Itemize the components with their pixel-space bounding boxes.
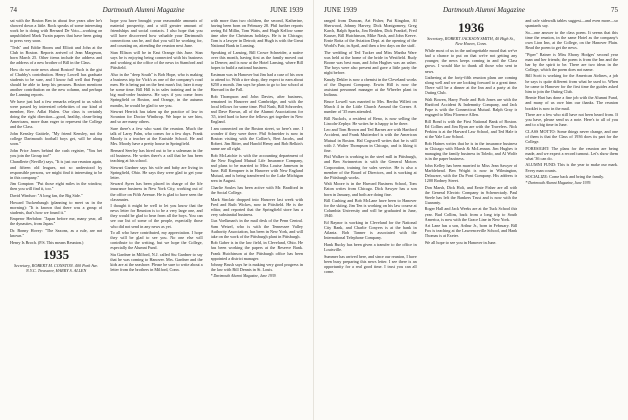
paragraph: Emperor Herbdon: "Japan before me, many year, all the dynasties, from Japan.": [10, 216, 103, 227]
paragraph: Jim Compton: "Put those eight miles in the window, then you will find it, too.": [10, 181, 103, 192]
paragraph: Bob Gaber is in the law field, in Cleveland, Ohio. He has been working the papers at the Reserve Bank. Frank Hutchinson at the Pittsburgh office has been appointed a district manager.: [210, 240, 303, 261]
paragraph: Charlie Soules has been active with Mr. Bradford in the Social College.: [210, 184, 303, 195]
paragraph: Don Marsh, Dick Holt, and Ernie Fisher are all with the General Electric Company in Schenectady. Paul Steele has left the Bankers Trust and is now with the Guaranty.: [424, 184, 518, 205]
issue-date: JUNE 1939: [324, 6, 357, 14]
paragraph: I am connected on the Boston street, so here's one. I wonder if they were there. Phil Schneider is now in Boston visiting with the Collier's, Bert Jacobs, and Robert. Jim Bitter, and Harold Henry and Bob Belkin's name are all right.: [210, 125, 303, 152]
issue-date: JUNE 1939: [270, 6, 303, 14]
paragraph: FORESIGHT: The plans for the reunion are being made, and we expect a record turnout. Let's show them what '36 can do.: [525, 145, 619, 161]
paragraph: hope you have brought your reasonable amounts of material prosperity, and a still greater amount of friendships and social contacts. I also hope that you will have discovered how valuable your Dartmouth connections can be, and that you will be working for, and counting on, attending the reunion next June.: [110, 18, 203, 49]
page-number: 74: [10, 6, 17, 14]
paragraph: Gus Voelkman's in the mail desk of the Penn Central. Sam Wetzel, who is with the Tennessee Valley Authority Association, has been in New York, and will take on the work of the Pittsburgh plant in Pittsburgh.: [210, 218, 303, 239]
class-heading: 1935: [43, 246, 70, 262]
paragraph: I thought it might be well to let you know that the news letter for Reunion is to be a very large one, and they would be glad to hear from all the boys. You can see our list of some of the people, especially those who did not send in any news as yet.: [110, 203, 203, 229]
right-columns: [324, 18, 618, 408]
paragraph: Henry Is Broch. (P.S. This means Reunion.): [10, 239, 84, 245]
right-page-header: [324, 6, 618, 15]
left-column-3: [211, 18, 303, 408]
right-column-1: [324, 18, 417, 408]
paragraph: SOCIALIZE: Come back and bring the family.: [525, 174, 605, 180]
left-column-2: [110, 18, 202, 408]
paragraph: Also in the "deep South" is Bob Hope, who is making a business trip for Vick's as one of the company's road men. He is being put on the best man's list; later it may be some time. Bill Hill is in sales training and in the big mail-order business. He says if you come from Springfield or Boston, and Orange, in the autumn months, he would be glad to see you.: [110, 71, 203, 108]
paragraph: Bill Scott is working for the American Airlines, a job he says is quite different from what he used to. When he came to Hanover for the first time the guides asked him to join the Outing Club.: [525, 73, 619, 94]
paragraph: Gathering at the forty-fifth reunion plans are coming along well and we are looking forward to a great time. There will be a dinner at the Inn and a party at the Outing Club.: [424, 75, 518, 96]
paragraph: Bruce Lowell was married to Mrs. Bertha Willett on March 4 in the Little Church Around the Corner. A number of '35 men attended.: [324, 98, 417, 115]
paragraph: Eastman was in Hanover but Jim had a case of his own to attend to. With a tire shop, they expect to earn about $250 a month. Jim says he plans to go to law school at Harvard in the Fall.: [210, 71, 303, 93]
paragraph: Leo and Tom Brown and Ted Barnes are with Hartford Accident, and Frank Mutterdorf is with the American Mutual in Boston. Hal Cogswell writes that he is still with J. Walter Thompson in Chicago, and is liking it fine.: [324, 127, 417, 153]
paragraph: CLASS MOTTO: Some things never change, and one of them is that the Class of 1936 does its part for the College.: [525, 128, 619, 145]
paragraph: Chandlerie (Neville) says, "It is just our reunion again, and fifteen old leagues, not so understood by responsible persons, we might find it interesting to be in this company.": [10, 159, 103, 180]
paragraph: Bill Cushing and Bob McLane have been to Hanover for the skiing. Jim Ten is working on his law course at Columbia University and will be graduated in June, 1940.: [324, 198, 417, 219]
paragraph: "Teds" and Eddie Boons and Elliott and John at the Club in Boston. Reports arrived of Jean Margeson, born March 25. Other items include the address and the address of a new brother of Bill in the Class.: [10, 44, 103, 66]
paragraph: While most of us in the unforgettable mood that we've had a chance to put on that we're not getting any younger, the news keeps coming in and the Class grows. I would like to thank all those who sent in news.: [424, 48, 518, 74]
paragraph: We all hope to see you in Hanover in June.: [424, 239, 497, 245]
left-page-header: [10, 6, 303, 15]
footnote: * Dartmouth Alumni Magazine, June 1939.: [525, 180, 592, 185]
paragraph: Bernie Hart has done a fine job with the Alumni Fund, and many of us owe him our thanks. The reunion booklet is now in the mail.: [525, 95, 619, 111]
class-secretary: Secretary, ROBERT JACKSON SMITH, 40 High St., New Haven, Conn.: [427, 36, 515, 47]
paragraph: Walt Bowen, Harry Poole and Bob Jones are with the Hartford Accident & Indemnity Company, and Jack Pope is with the Connecticut Mutual. Ralph Gray is engaged to Miss Florence Allen.: [424, 97, 518, 118]
paragraph: "Piper" Rainer is Miss Ebony Hodges' second year man and her friends; the poem is from the Inn and the bar by the spirit to be. There are two ideas in the College, which the poem does not name.: [525, 51, 619, 72]
paragraph: ALUMNI FUND: This is the year to make our mark. Every man counts.: [525, 162, 619, 173]
magazine-title: Dartmouth Alumni Magazine: [442, 6, 525, 14]
paragraph: David Windsor: "A long fan, the Big Side.": [10, 193, 83, 198]
footnote: * Dartmouth Alumni Magazine, June 1939.: [210, 273, 277, 278]
paragraph: Summer has arrived here, and since our reunion, I have been busy preparing this news letter. I see there is an opportunity for a real good time. I trust you can all come.: [324, 253, 417, 274]
magazine-title: Dartmouth Alumni Magazine: [102, 6, 185, 14]
right-page: [314, 0, 628, 420]
left-columns: [10, 18, 303, 408]
paragraph: Johnny Brush says he is making very good progress in the law with Bill Dennis in St. Louis.: [210, 262, 303, 273]
page-number: 75: [611, 6, 618, 14]
paragraph: We have just had a few remarks relayed to us which were passed by interested celebrities of our kind of member, Rev. Adlai Hulen. Our class is certainly doing the right direction—good, healthy, clean-living Americans, more than eager to represent the College and the Class.: [10, 98, 103, 130]
paragraph: Phil Walker is working in the steel mill in Pittsburgh, and Ben Swinnerton is with the General Motors Corporation, training for sales service. He is also a member of the Board of Directors, and is working at the Pittsburgh works.: [324, 154, 417, 180]
paragraph: Stu Gardner in Milford, N.J. called Stu Gardner to say that he was coming to Hanover. Mrs. Gardner and the kids are at the seashore. Please be sure to write about a letter from the brothers in Milford, Conn.: [110, 252, 203, 273]
paragraph: Sure there's a few who want the reunion. Much the talk of Larry Palm, who comes for a few days. Frank Moody is a teacher at the Eastside School. He and Mrs. Moody have a pretty house in Springfield.: [110, 125, 203, 147]
paragraph: Mark Sinclair dropped into Hanover last week with Fred and Ruth Wickes, now in Pittsfield. He is the editor, and reported that the Springfield store has a very substantial business.: [210, 196, 303, 217]
paragraph: Roger Hall and Jack Weeks are at the Tuck School this year. Bud Collins, back from a long trip to South America, is now with the Grace Line in New York.: [424, 206, 518, 222]
paragraph: To all who have contributed, my appreciation. I hope they will be glad to see you. No one else will contribute to the writing, but we hope the College, especially the Alumni Fund.: [110, 230, 203, 251]
paragraph: with more than two children, the second, Katherine, having been born on February 28. Phil further reports seeing Ed Millin, Tom Watts, and Hugh Kellow some time after the Christmas holidays. He is in Chicago; Tom is a lawyer in Detroit; and Hugh is with the Great National Bank in Lansing.: [210, 18, 303, 49]
paragraph: Bob McLatchie is with the accounting department of the New England Mutual Life Insurance Company, and plans to be married to Miss Louise Jameson in June. Bill Kempner is in Hanover with New England Mutual, and is being transferred to the Lake Michigan area in August.: [210, 152, 303, 184]
paragraph: Bob Thompson and John Davies, after business, remained in Hanover and Cambridge, and with the local fellows for some time. Phil Nash, Bill Schroeder, and Dave Brown, all of the Alumni Associations for '35, tried hard to have the fellows get together in New England.: [210, 93, 303, 125]
paragraph: Speaking of Lansing, Bill Crowe Schneider, a native over this month, having first as the family moved out to Denver, and is now at the Hotel Lansing, where Bill hopes to build a national business.: [210, 50, 303, 71]
paragraph: John Kensley Gaitiele, "My friend Kensley, not the college Dartmouth football boys get, will be along soon.": [10, 130, 103, 147]
paragraph: Bernard Seerley has hired out to be a salesman in the oil business. He writes there's a call that he has been teaching at his school.: [110, 147, 203, 163]
class-heading: 1936: [458, 20, 484, 35]
paragraph: So—one answer to the class poem. It seems that this time the reunion, in the same Hotel as the company's own Lion Inn, at the College, on the Hanover Plain. Read the poem to get the news.: [525, 29, 619, 50]
paragraph: Seward Ayres has been placed in charge of the life insurance business in New York City, working out of the office on Fifth Avenue. He is glad to have seen the classmates.: [110, 181, 203, 202]
paragraph: Stewart Gardner says his wife and baby are living in Springfield, Ohio. He says they were glad to get your letter.: [110, 164, 203, 180]
paragraph: Hank Bucky has been given a transfer to the office in Louisville.: [324, 241, 417, 252]
paragraph: Art Lane has a son, Arthur Jr., born in February. Bill Fox is teaching at the Lawrenceville School, and Hank Thomas is at Exeter.: [424, 223, 518, 239]
paragraph: Knudy Dekler is now a chemist in the Cleveland works of the Dupont Company. Erwin Hill is now the assistant personnel manager at the Wheeler plant in Indiana.: [324, 77, 417, 98]
paragraph: Stewart Herrick has taken up the practice of law in Scranton for Doctor Winthrop. We hope to see him, and so are many others.: [110, 109, 203, 125]
paragraph: John Price Jones behind the cash register, "You bet you join the Group too!": [10, 147, 103, 158]
right-column-2: [425, 18, 518, 408]
paragraph: Bill Nuckols, a resident of Reno, is now selling the Lincoln-Zephyr. He writes he is happy to be there.: [324, 115, 417, 126]
paragraph: Bill Bond is with the First National Bank of Boston. Ed Collins and Jim Ryan are with the Travelers. Nick Perkins is at the Harvard Law School, and Ted Hale is at the Yale Law School.: [424, 118, 518, 140]
paragraph: Howard Tuckenbaugh (planning to meet us in the morning): "It is known that there was a group of students, that's how we found it.": [10, 199, 103, 215]
right-column-3: [525, 18, 618, 408]
paragraph: Stan Ellison will be in East Orange this June. Stan says he is enjoying being connected with his business and working at the office of the news in Stamford and Pittsfield.: [110, 50, 203, 71]
paragraph: Dr. Bonny Hovey: "The Saxons, as a rule, are not known.": [10, 228, 103, 239]
paragraph: and cafe sidewalk tables suggest—and even more—so spaniards say.: [525, 18, 619, 29]
paragraph: ranged from Duncan, Art Fisher, Pat Kingdon, Al Sherwood, Johnny Harvey, Dick Montgomery, Greg Karch, Ralph Sparks, Jim Redden, Dick Frankel, Fred Kauser, Bill Hutchinson, Mike Nash, and John Keeve. Ernie Rotta of the Aviation Dept. at the opening of the World's Fair, in April, and then a few days on the staff.: [324, 18, 417, 49]
paragraph: sat with the Boston Ben in about five years after he's showed down a little. Rock speaks of some interesting work he is doing with Bernard De Voto—working on unpublished Mark Twain papers that have been going to press very soon.: [10, 18, 103, 44]
left-column-1: [10, 18, 102, 408]
paragraph: How do we note news about Boston? Such is the gist of Chubby's contribution. Henry Lowell has graduate students to be sure, and I know full well that Fergie should be able to keep his pecunes. Boston mentions another contribution on the new column, and perhaps the Lanning reports.: [10, 66, 103, 98]
paragraph: The wedding of Ted Tucker and Miss Martha Ware was held at the home of the bride in Westfield. Rudy Boone was best man, and John Hughes was an usher. The boys were also present and gave a little party the night before.: [324, 50, 417, 76]
paragraph: Bob Haines writes that he is in the insurance business in Chicago with Marsh & McLennan. Jim Hughes is managing the family business in Toledo, and Al Wolfe is in the paper business.: [424, 140, 518, 162]
paragraph: Walt Moore is in the Harvard Business School, Tom Eaton writes from Chicago. Dick Sawyer has a son born in January, and both are doing fine.: [324, 181, 417, 197]
paragraph: John Kelley has been married to Miss Jean Sawyer of Marblehead. Ben Wright is now in Wilmington, Delaware, with the Du Pont Company. His address is 1200 Rodney Street.: [424, 162, 518, 183]
paragraph: Ed Raynor is working in Cleveland for the National City Bank, and Charlie Conyers is at the bank in Atlanta. Bob Tanner is associated with the International Telephone Company.: [324, 219, 417, 241]
class-secretary: Secretary, ROBERT M. CONSTON. 400 Park Ave. N.Y.C. Treasurer, HARRY S. ALLEN: [14, 262, 99, 273]
paragraph: There are a few who still have not been heard from. If you have, please send us a note. Here's to all of you and to a big time in June.: [525, 112, 619, 128]
